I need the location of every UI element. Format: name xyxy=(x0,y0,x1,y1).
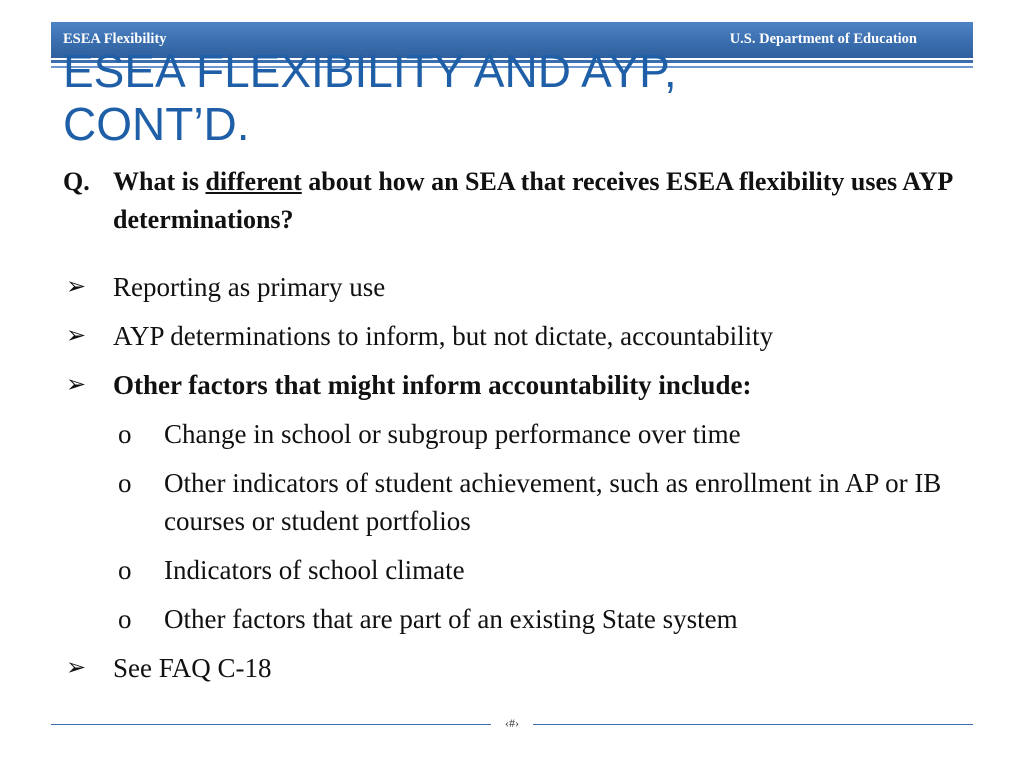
circle-bullet-icon: o xyxy=(118,468,132,498)
bullet-text: See FAQ C-18 xyxy=(113,653,272,683)
question-text-before: What is xyxy=(113,167,206,196)
arrow-bullet-icon: ➢ xyxy=(66,655,87,681)
bullet-list xyxy=(63,268,983,698)
slide-title: ESEA FLEXIBILITY AND AYP, CONT’D. xyxy=(63,45,677,150)
bullet-item xyxy=(63,268,983,306)
sub-bullet-text: Change in school or subgroup performance over time xyxy=(164,419,741,449)
arrow-bullet-icon: ➢ xyxy=(66,323,87,349)
bullet-text: Other factors that might inform accountability include: xyxy=(113,370,752,400)
footer-rule-left xyxy=(51,724,491,725)
arrow-bullet-icon: ➢ xyxy=(66,372,87,398)
sub-bullet-text: Other factors that are part of an existing State system xyxy=(164,604,738,634)
header-left-text: ESEA Flexibility xyxy=(63,31,167,47)
bullet-item xyxy=(63,649,983,687)
sub-bullet-item xyxy=(63,600,983,638)
question-emphasis: different xyxy=(205,167,302,196)
circle-bullet-icon: o xyxy=(118,555,132,585)
circle-bullet-icon: o xyxy=(118,419,132,449)
question-marker: Q. xyxy=(63,167,90,196)
sub-bullet-item xyxy=(63,551,983,589)
sub-bullet-item xyxy=(63,464,983,540)
bullet-item xyxy=(63,366,983,404)
sub-bullet-text: Indicators of school climate xyxy=(164,555,465,585)
footer-rule-right xyxy=(533,724,973,725)
header-right-text: U.S. Department of Education xyxy=(729,31,917,47)
sub-bullet-text: Other indicators of student achievement, such as enrollment in AP or IB courses or student portfolios xyxy=(164,468,942,536)
bullet-text: AYP determinations to inform, but not dictate, accountability xyxy=(113,321,774,351)
question-text-after: about how an SEA that receives ESEA flexibility uses AYP determinations? xyxy=(113,167,952,234)
bullet-text: Reporting as primary use xyxy=(113,272,386,302)
bullet-item xyxy=(63,317,983,355)
circle-bullet-icon: o xyxy=(118,604,132,634)
page-number: ‹#› xyxy=(505,716,519,730)
question-text xyxy=(113,163,963,239)
question xyxy=(63,163,963,239)
sub-bullet-item xyxy=(63,415,983,453)
arrow-bullet-icon: ➢ xyxy=(66,274,87,300)
